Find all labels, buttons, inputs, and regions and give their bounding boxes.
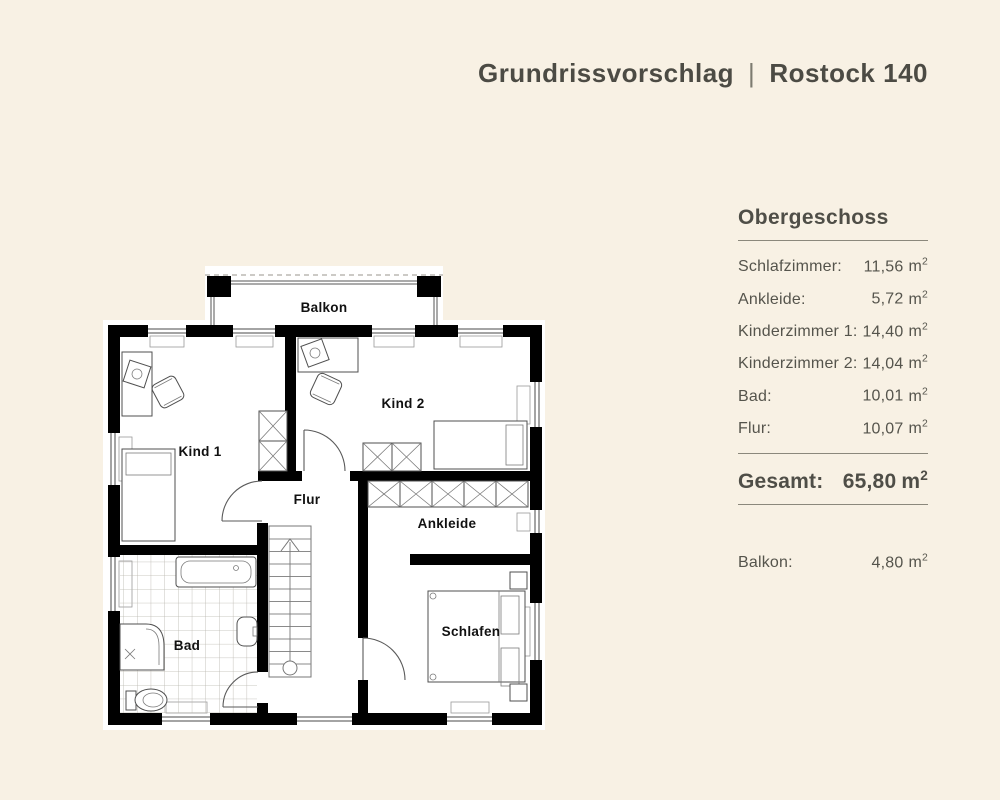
room-label-schlafen: Schlafen	[441, 624, 501, 639]
title-separator: |	[748, 58, 756, 88]
bathtub	[176, 557, 256, 587]
row-value: 10,07 $m^2$	[862, 418, 928, 437]
room-label-kind1: Kind 1	[178, 444, 222, 459]
row-label: Schlafzimmer:	[738, 258, 842, 276]
total-value: 65,80 $m^2$	[842, 467, 928, 493]
panel-heading: Obergeschoss	[738, 206, 889, 229]
total-row	[738, 454, 928, 504]
balcony-post-right	[417, 276, 441, 297]
row-value: 14,04 $m^2$	[862, 353, 928, 373]
page-title	[478, 58, 928, 89]
total-label: Gesamt:	[738, 469, 824, 493]
balcony-row	[738, 545, 928, 577]
room-label-balkon: Balkon	[300, 300, 348, 315]
bed-kind2	[434, 421, 527, 469]
room-label-flur: Flur	[293, 492, 321, 507]
area-row-kinderzimmer1	[738, 314, 928, 346]
balcony-value: 4,80 $m^2$	[871, 552, 928, 572]
area-row-ankleide	[738, 281, 928, 313]
row-label: Ankleide:	[738, 290, 806, 308]
row-value: 14,40 $m^2$	[862, 321, 928, 340]
wardrobe-kind1	[259, 411, 287, 471]
room-label-bad: Bad	[173, 638, 201, 653]
area-summary-panel	[738, 206, 928, 577]
toilet	[126, 689, 167, 711]
area-rows	[738, 241, 928, 453]
row-value: 10,01 $m^2$	[862, 386, 928, 405]
row-label: Kinderzimmer 1:	[738, 322, 858, 340]
title-model: Rostock 140	[769, 58, 928, 88]
stairs	[269, 526, 311, 677]
balcony-label: Balkon:	[738, 554, 793, 572]
divider	[738, 504, 928, 505]
nightstand	[510, 684, 527, 701]
balcony-post-left	[207, 276, 231, 297]
closet-ankleide	[368, 481, 528, 507]
area-row-bad	[738, 378, 928, 410]
area-row-flur	[738, 411, 928, 443]
row-label: Kinderzimmer 2:	[738, 355, 858, 373]
area-row-schlafzimmer	[738, 249, 928, 281]
row-label: Bad:	[738, 387, 772, 405]
bed-kind1	[122, 449, 175, 541]
sink	[237, 617, 257, 646]
row-value: 5,72 $m^2$	[871, 289, 928, 308]
room-label-kind2: Kind 2	[381, 396, 425, 411]
wardrobe-kind2	[363, 443, 421, 471]
row-value: 11,56 $m^2$	[863, 257, 928, 276]
row-label: Flur:	[738, 419, 771, 437]
area-row-kinderzimmer2	[738, 346, 928, 378]
shower	[120, 624, 164, 670]
title-main: Grundrissvorschlag	[477, 58, 735, 88]
nightstand	[510, 572, 527, 589]
room-label-ankleide: Ankleide	[417, 516, 477, 531]
